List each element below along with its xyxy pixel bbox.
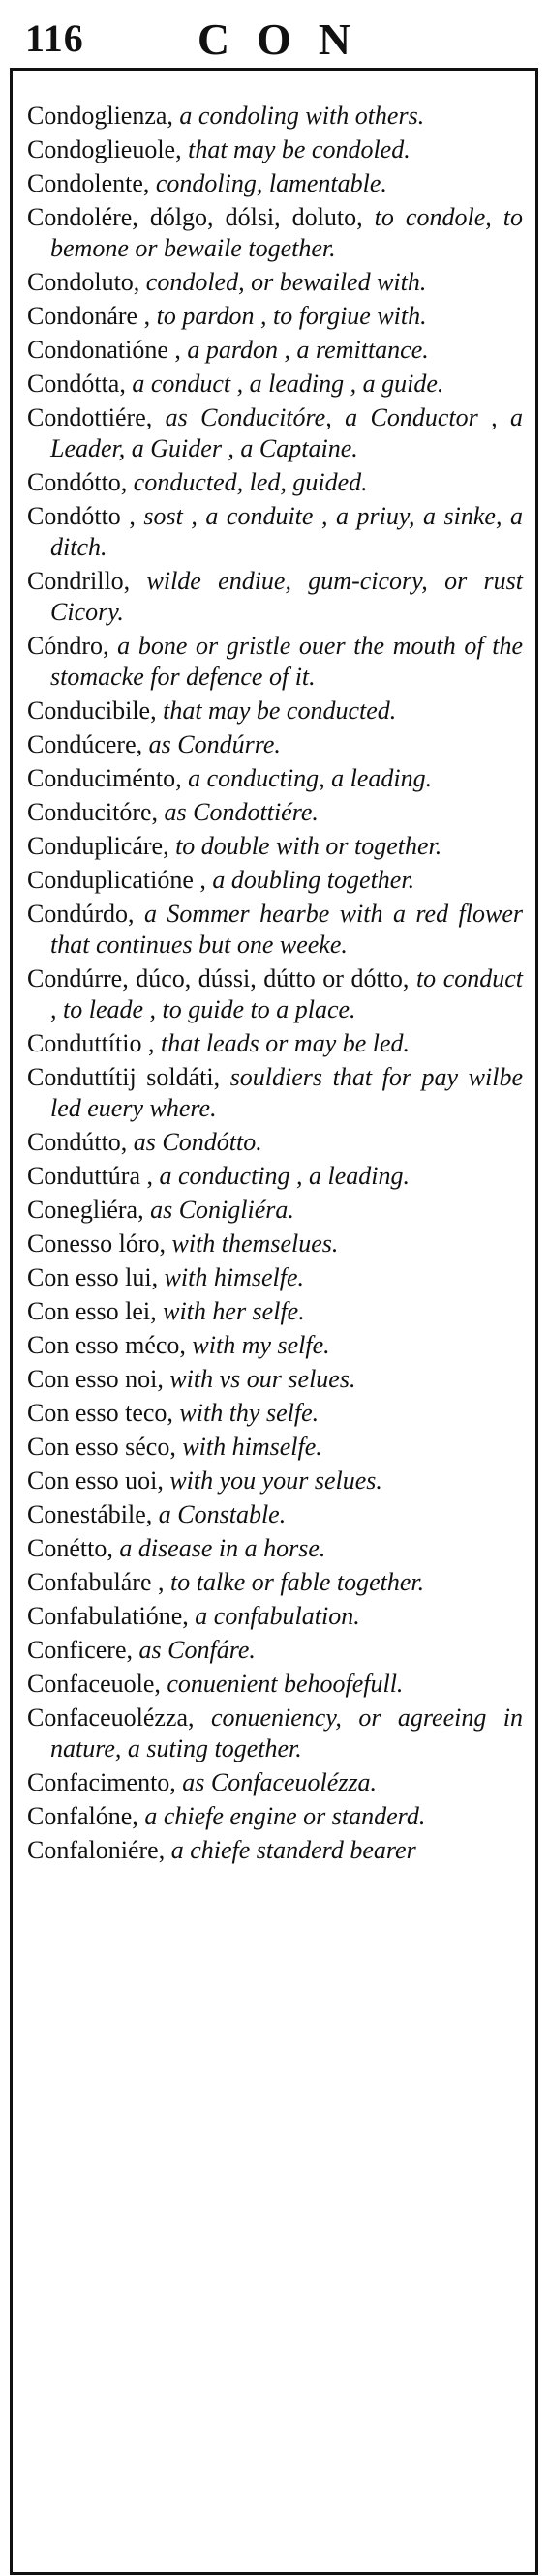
right-border: [535, 68, 538, 2573]
dictionary-entry: [27, 729, 523, 760]
entry-definition: a bone or gristle ouer the mouth of the stomacke for defence of it.: [50, 632, 524, 691]
entry-definition: a pardon , a remittance.: [187, 336, 429, 364]
entry-definition: a conduct , a leading , a guide.: [132, 370, 444, 398]
entry-headword: Conduplicatióne ,: [27, 866, 206, 894]
entry-definition: with themselues.: [171, 1229, 339, 1258]
entry-headword: Conestábile,: [27, 1500, 153, 1528]
entry-headword: Condonáre ,: [27, 302, 151, 330]
entry-headword: Conegliéra,: [27, 1196, 144, 1224]
entry-headword: Con esso teco,: [27, 1399, 173, 1427]
dictionary-entry: [27, 1801, 523, 1832]
dictionary-entry: [27, 763, 523, 794]
entry-definition: with my selfe.: [192, 1331, 330, 1359]
entry-definition: wilde endiue, gum-cicory, or rust Cicory.: [50, 567, 523, 626]
entry-headword: Condótto,: [27, 468, 128, 496]
entry-definition: sost , a conduite , a priuy, a sinke, a ditch.: [50, 502, 523, 561]
entry-definition: condoled, or bewailed with.: [145, 268, 427, 296]
entry-headword: Condoglieuole,: [27, 135, 182, 163]
entry-headword: Conduplicáre,: [27, 832, 169, 860]
entry-headword: Condottiére,: [27, 403, 153, 431]
entry-headword: Condrillo,: [27, 567, 131, 595]
entry-headword: Confaloniére,: [27, 1836, 166, 1864]
entry-definition: a condoling with others.: [179, 102, 425, 130]
dictionary-entry: [27, 696, 523, 726]
entry-headword: Conduttúra ,: [27, 1162, 153, 1190]
dictionary-entry: [27, 1432, 523, 1463]
entry-definition: to condole, to bemone or bewaile together.: [50, 203, 523, 262]
dictionary-entry: [27, 1229, 523, 1259]
dictionary-entry: [27, 1330, 523, 1361]
dictionary-entry: [27, 1398, 523, 1429]
entry-headword: Cóndro,: [27, 632, 109, 660]
entry-definition: as Condúrre.: [148, 730, 281, 758]
dictionary-entry: [27, 202, 523, 264]
entry-definition: a conducting , a leading.: [159, 1162, 411, 1190]
dictionary-entry: [27, 1567, 523, 1598]
dictionary-entry: [27, 1195, 523, 1226]
entry-definition: with himselfe.: [182, 1433, 322, 1461]
entry-headword: Condúrre, dúco, dússi, dútto or dótto,: [27, 964, 410, 992]
entry-definition: a Constable.: [158, 1500, 287, 1528]
entry-headword: Confabulatióne,: [27, 1602, 189, 1630]
entry-headword: Condoluto,: [27, 268, 140, 296]
dictionary-entry: [27, 797, 523, 828]
entry-headword: Conducitóre,: [27, 798, 159, 826]
entry-definition: souldiers that for pay wilbe led euery where.: [50, 1063, 524, 1122]
entry-headword: Condonatióne ,: [27, 336, 181, 364]
entry-headword: Confabuláre ,: [27, 1568, 165, 1596]
entry-definition: to double with or together.: [175, 832, 442, 860]
entry-definition: conueniency, or agreeing in nature, a suting together.: [50, 1703, 523, 1762]
dictionary-entry: [27, 1499, 523, 1530]
dictionary-entry: [27, 1703, 523, 1764]
entry-definition: to talke or fable together.: [170, 1568, 425, 1596]
dictionary-entry: [27, 301, 523, 332]
dictionary-entry: [27, 134, 523, 165]
entry-headword: Condúrdo,: [27, 900, 135, 928]
entry-definition: a chiefe standerd bearer: [170, 1836, 416, 1864]
entry-headword: Con esso uoi,: [27, 1466, 164, 1495]
entry-headword: Con esso méco,: [27, 1331, 186, 1359]
entry-headword: Con esso noi,: [27, 1365, 164, 1393]
header-rule: [10, 68, 538, 71]
entry-headword: Condótta,: [27, 370, 126, 398]
dictionary-entry: [27, 831, 523, 862]
entry-definition: as Condottiére.: [164, 798, 319, 826]
dictionary-entry: [27, 1062, 523, 1124]
entry-definition: a confabulation.: [195, 1602, 360, 1630]
dictionary-entry: [27, 402, 523, 464]
entry-headword: Confaceuolézza,: [27, 1703, 195, 1732]
bottom-border: [10, 2572, 538, 2575]
entry-definition: a Sommer hearbe with a red flower that continues but one weeke.: [50, 900, 523, 959]
dictionary-entry: [27, 566, 523, 628]
entry-definition: a disease in a horse.: [119, 1534, 326, 1562]
entry-definition: with her selfe.: [163, 1297, 305, 1325]
entry-definition: a chiefe engine or standerd.: [144, 1802, 426, 1830]
entry-definition: as Confaceuolézza.: [182, 1768, 378, 1796]
dictionary-entry: [27, 1296, 523, 1327]
dictionary-entry: [27, 168, 523, 199]
entry-definition: with thy selfe.: [179, 1399, 320, 1427]
dictionary-entry: [27, 101, 523, 132]
dictionary-entry: [27, 1466, 523, 1496]
dictionary-entry: [27, 1835, 523, 1866]
dictionary-entry: [27, 899, 523, 961]
entry-definition: with you your selues.: [169, 1466, 382, 1495]
dictionary-entry: [27, 267, 523, 298]
dictionary-entry: [27, 1767, 523, 1798]
left-border: [10, 68, 13, 2573]
dictionary-entry: [27, 1601, 523, 1632]
entry-headword: Conduttítij soldáti,: [27, 1063, 221, 1091]
entry-definition: condoling, lamentable.: [155, 169, 387, 197]
dictionary-entry: [27, 1364, 523, 1395]
entry-definition: with himselfe.: [164, 1263, 305, 1291]
entry-headword: Conduttítio ,: [27, 1029, 155, 1057]
entry-headword: Conducibile,: [27, 696, 157, 725]
entry-headword: Con esso séco,: [27, 1433, 176, 1461]
dictionary-entry: [27, 1635, 523, 1666]
entry-headword: Con esso lui,: [27, 1263, 159, 1291]
entry-definition: with vs our selues.: [169, 1365, 356, 1393]
entry-definition: as Condótto.: [133, 1128, 262, 1156]
entry-definition: conducted, led, guided.: [133, 468, 368, 496]
entry-headword: Conficere,: [27, 1636, 134, 1664]
entry-headword: Confacimento,: [27, 1768, 176, 1796]
entry-headword: Condolére, dólgo, dólsi, doluto,: [27, 203, 363, 231]
page-header: [0, 0, 548, 77]
entry-headword: Con esso lei,: [27, 1297, 157, 1325]
dictionary-entry: [27, 369, 523, 400]
dictionary-entry: [27, 501, 523, 563]
dictionary-entry: [27, 467, 523, 498]
entry-headword: Conduciménto,: [27, 764, 182, 792]
entry-definition: conuenient behoofefull.: [167, 1670, 404, 1698]
dictionary-entry: [27, 335, 523, 366]
entry-definition: as Conducitóre, a Conductor , a Leader, a Guider , a Captaine.: [50, 403, 524, 462]
dictionary-entry: [27, 1669, 523, 1700]
entry-definition: as Conigliéra.: [150, 1196, 294, 1224]
dictionary-entry: [27, 1161, 523, 1192]
entry-definition: to conduct , to leade , to guide to a place.: [50, 964, 523, 1023]
entry-headword: Conesso lóro,: [27, 1229, 166, 1258]
entry-headword: Condoglienza,: [27, 102, 173, 130]
entry-headword: Confaceuole,: [27, 1670, 161, 1698]
dictionary-entry: [27, 1028, 523, 1059]
entry-headword: Conétto,: [27, 1534, 113, 1562]
dictionary-entry: [27, 1127, 523, 1158]
dictionary-entry: [27, 631, 523, 693]
entry-definition: as Confáre.: [138, 1636, 256, 1664]
entry-definition: that leads or may be led.: [160, 1029, 411, 1057]
dictionary-entry: [27, 1262, 523, 1293]
entry-headword: Condúcere,: [27, 730, 143, 758]
entry-definition: a conducting, a leading.: [188, 764, 433, 792]
page-number: 116: [25, 16, 84, 60]
dictionary-entry: [27, 1533, 523, 1564]
entry-headword: Confalóne,: [27, 1802, 138, 1830]
dictionary-entry: [27, 865, 523, 896]
entry-definition: that may be condoled.: [188, 135, 411, 163]
entry-definition: to pardon , to forgiue with.: [156, 302, 427, 330]
entry-definition: a doubling together.: [212, 866, 415, 894]
dictionary-entries: [27, 101, 523, 1869]
entry-headword: Condótto ,: [27, 502, 136, 530]
entry-headword: Condútto,: [27, 1128, 128, 1156]
running-head: CON: [197, 15, 379, 64]
entry-headword: Condolente,: [27, 169, 150, 197]
dictionary-entry: [27, 963, 523, 1025]
entry-definition: that may be conducted.: [163, 696, 397, 725]
